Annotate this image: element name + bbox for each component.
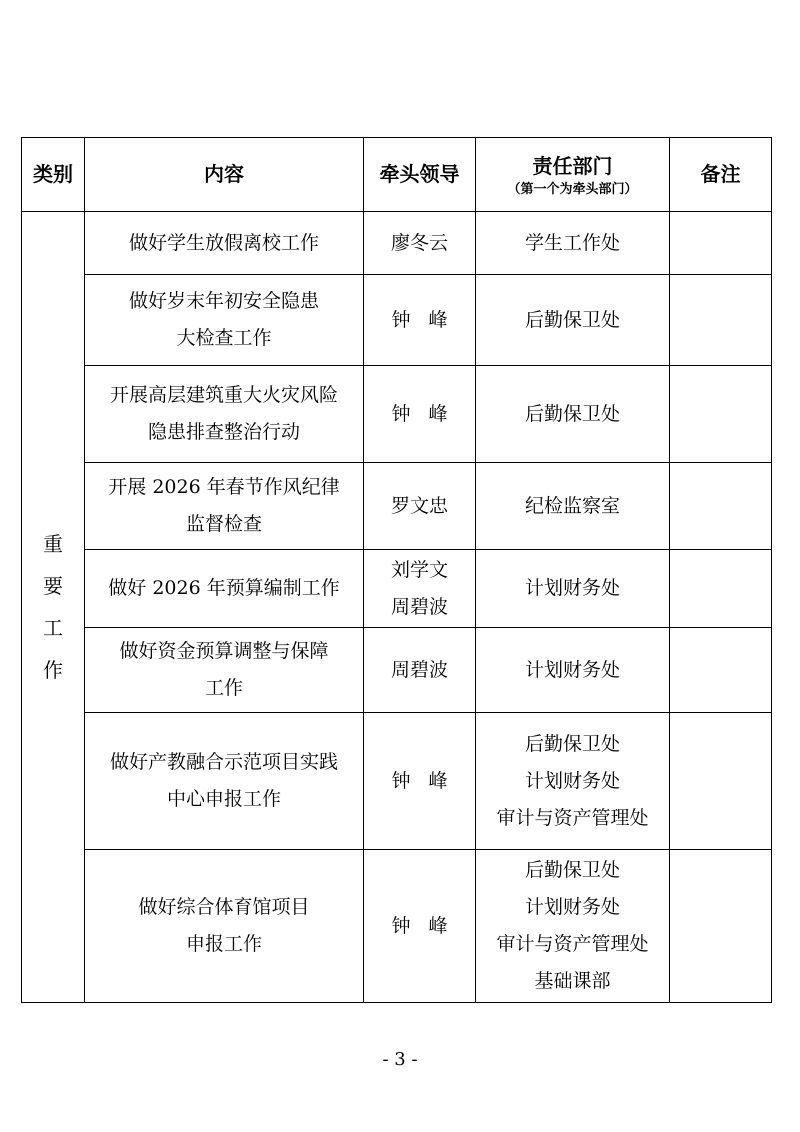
leader-cell-line: 钟峰 <box>391 914 466 937</box>
leader-cell <box>364 713 476 850</box>
content-cell <box>85 463 364 550</box>
department-cell-line: 计划财务处 <box>524 896 620 918</box>
department-cell <box>476 850 670 1003</box>
remark-cell <box>670 463 772 550</box>
department-cell <box>476 550 670 628</box>
header-remark: 备注 <box>670 138 772 212</box>
remark-cell <box>670 212 772 275</box>
leader-cell-line: 钟峰 <box>391 402 466 425</box>
content-cell-line: 做好产教融合示范项目实践 <box>109 751 338 773</box>
content-cell <box>85 275 364 366</box>
leader-cell-line: 罗文忠 <box>390 494 448 517</box>
leader-cell <box>364 463 476 550</box>
header-content: 内容 <box>85 138 364 212</box>
leader-cell-line: 钟峰 <box>391 308 466 331</box>
header-category: 类别 <box>22 138 85 212</box>
content-cell-line: 做好资金预算调整与保障 <box>119 640 329 662</box>
content-cell-line: 隐患排查整治行动 <box>147 421 300 443</box>
content-cell <box>85 713 364 850</box>
content-cell <box>85 212 364 275</box>
leader-cell-line: 钟峰 <box>391 769 466 792</box>
work-table <box>21 137 772 1003</box>
department-cell <box>476 366 670 463</box>
content-cell-line: 开展 2026 年春节作风纪律 <box>108 476 340 498</box>
table-row <box>22 850 772 1003</box>
content-cell-line: 工作 <box>204 677 243 699</box>
header-leader: 牵头领导 <box>364 138 476 212</box>
leader-cell-line: 周碧波 <box>390 595 448 618</box>
department-cell-line: 计划财务处 <box>524 769 620 792</box>
content-cell-line: 中心申报工作 <box>166 788 281 810</box>
header-department-note: （第一个为牵头部门） <box>507 181 638 197</box>
department-cell-line: 审计与资产管理处 <box>496 933 649 955</box>
page-number: - 3 - <box>382 1049 418 1070</box>
leader-cell <box>364 550 476 628</box>
leader-cell <box>364 275 476 366</box>
content-cell-line: 监督检查 <box>185 513 262 535</box>
leader-cell-line: 廖冬云 <box>390 231 448 254</box>
content-cell-line: 开展高层建筑重大火灾风险 <box>109 384 338 406</box>
department-cell <box>476 628 670 713</box>
content-cell-line: 做好 2026 年预算编制工作 <box>108 577 340 599</box>
table-row <box>22 275 772 366</box>
header-department-title: 责任部门 <box>532 153 613 178</box>
department-cell <box>476 212 670 275</box>
leader-cell-line: 刘学文 <box>390 558 448 581</box>
department-cell-line: 纪检监察室 <box>524 494 620 517</box>
leader-cell <box>364 212 476 275</box>
content-cell-line: 做好岁末年初安全隐患 <box>128 290 319 312</box>
department-cell-line: 后勤保卫处 <box>524 308 620 331</box>
department-cell-line: 后勤保卫处 <box>524 859 620 881</box>
department-cell-line: 计划财务处 <box>524 577 620 599</box>
content-cell <box>85 850 364 1003</box>
table-row <box>22 212 772 275</box>
remark-cell <box>670 850 772 1003</box>
table-row <box>22 463 772 550</box>
department-cell-line: 学生工作处 <box>524 231 620 254</box>
table-row <box>22 366 772 463</box>
department-cell-line: 基础课部 <box>534 970 611 992</box>
remark-cell <box>670 275 772 366</box>
department-cell <box>476 275 670 366</box>
category-label: 重要工作 <box>43 532 63 682</box>
leader-cell <box>364 850 476 1003</box>
table-row <box>22 550 772 628</box>
remark-cell <box>670 713 772 850</box>
department-cell <box>476 713 670 850</box>
content-cell <box>85 628 364 713</box>
remark-cell <box>670 366 772 463</box>
remark-cell <box>670 550 772 628</box>
department-cell-line: 后勤保卫处 <box>524 402 620 425</box>
department-cell <box>476 463 670 550</box>
leader-cell <box>364 366 476 463</box>
content-cell <box>85 550 364 628</box>
leader-cell-line: 周碧波 <box>390 658 448 681</box>
content-cell <box>85 366 364 463</box>
content-cell-line: 做好综合体育馆项目 <box>138 896 310 918</box>
table-row <box>22 713 772 850</box>
table-row <box>22 628 772 713</box>
category-cell <box>22 212 85 1003</box>
content-cell-line: 做好学生放假离校工作 <box>128 231 319 254</box>
content-cell-line: 申报工作 <box>185 933 262 955</box>
department-cell-line: 审计与资产管理处 <box>496 806 649 829</box>
leader-cell <box>364 628 476 713</box>
header-department <box>476 138 670 212</box>
department-cell-line: 计划财务处 <box>524 658 620 681</box>
content-cell-line: 大检查工作 <box>176 327 272 349</box>
remark-cell <box>670 628 772 713</box>
department-cell-line: 后勤保卫处 <box>524 732 620 755</box>
header-row <box>22 138 772 212</box>
